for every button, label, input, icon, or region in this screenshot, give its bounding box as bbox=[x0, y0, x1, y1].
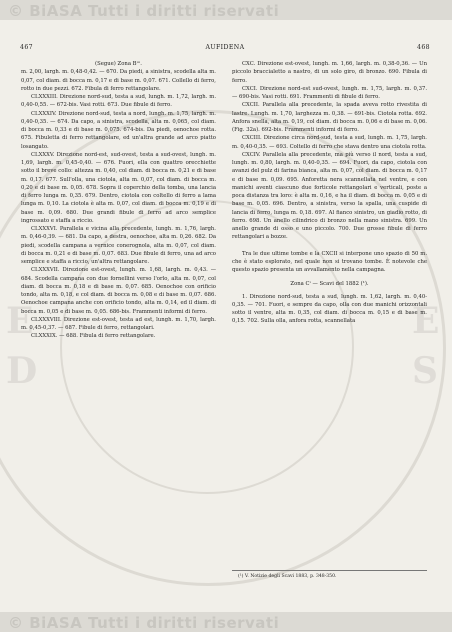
paragraph: m. 2,00, largh. m. 0,48-0,42. — 670. Da piedi, a sinistra, scodella alta m. 0,07, col diam. di bocca m. 0,17 e di base m. 0,07. 671. Collello di ferro, rotto in due pezzi. 672. Fibula di ferro rettangolare. bbox=[21, 69, 216, 92]
paragraph: 1. Direzione nord-sud, testa a sud, lungh. m. 1,62, largh. m. 0,40-0,35. — 701. Fuori, e sempre da capo, olla con due manichi orizzontali sotto il ventre, alta m. 0,35, col diam. di bocca m. 0,15 e di base m. 0,15. 702. Sulla olla, anfora rotta, scannellata bbox=[232, 293, 427, 325]
paragraph: CXCIV. Parallela alla precedente, ma più verso il nord, testa a sud, lungh. m. 0,80, largh. m. 0,40-0,35. — 694. Fuori, da capo, ciotola con avanzi del pulz di farina bianca, alta m. 0,07, col diam. di bocca m. 0,17 e di base m. 0,09. 695. Anforetta nera scannellata nel ventre, e con manichi aventi ciascuno due forticole rettangolari e verticali, poste a poca distanza tra loro: è alta m. 0,16, e ha il diam. di bocca m. 0,05 e di base m. 0,05. 696. Dentro, a sinistra, verso la spalla, una cuspide di lancia di ferro, lunga m. 0,18. 697. Al fianco sinistro, un giadio rotto, di ferro. 698. Un anello cilindrico di bronzo nella mano sinistra. 699. Un anello grande di osso e uno piccolo. 700. Due grosse fibule di ferro rettangolari a bozze. bbox=[232, 151, 427, 241]
watermark-band-top bbox=[0, 0, 452, 20]
paragraph: CXCI. Direzione nord-est sud-ovest, lungh. m. 1,75, largh. m. 0,37. — 690-bis. Vasi rotti. 691. Frammenti di fibule di ferro. bbox=[232, 85, 427, 100]
paragraph: CLXXXVIII. Direzione est-ovest, testa ad est, lungh. m. 1,70, largh. m. 0,45-0,37. — 687. Fibule di ferro, rettangolari. bbox=[21, 316, 216, 331]
page-number-right: 468 bbox=[416, 44, 430, 51]
watermark-text-top: © BiASA Tutti i diritti riservati bbox=[8, 2, 280, 20]
paragraph: CLXXXIX. — 688. Fibula di ferro rettangolare. bbox=[31, 333, 156, 340]
paragraph: CXC. Direzione est-ovest, lungh. m. 1,66, largh. m. 0,38-0,36. — Un piccolo braccialetto a nastro, di un solo giro, di bronzo. 690. Fibula di ferro. bbox=[232, 61, 427, 84]
paragraph: CLXXXIII. Direzione nord-sud, testa a sud, lungh. m. 1,72, largh. m. 0,40-0,55. — 672-bis. Vasi rotti. 673. Due fibule di ferro. bbox=[21, 94, 216, 109]
seal-letter: E bbox=[6, 300, 34, 342]
footnote-text: (¹) V. Notizie degli Scavi 1883, p. 348-350. bbox=[238, 574, 337, 579]
running-title: AUFIDENA bbox=[205, 44, 245, 51]
paragraph: CXCIII. Direzione circa nord-sud, testa a sud, lungh. m. 1,75, largh. m. 0,40-0,35. — 693. Coltello di ferro che stava dentro una ciotola rotta. bbox=[232, 135, 427, 150]
left-text-column bbox=[21, 60, 216, 341]
paragraph: Zona Cᶦ — Scavi del 1882 (¹). bbox=[290, 281, 369, 288]
seal-letter: E bbox=[412, 300, 440, 342]
paragraph: Tra le due ultime tombe e la CXCII si interpone uno spazio di 50 m. che è stato esplorato, nel quale non si trovano tombe. È notevole che questo spazio presenta un avvallamento nella campagna. bbox=[232, 250, 427, 273]
seal-letter: D bbox=[6, 350, 38, 392]
page-number-left: 467 bbox=[20, 44, 34, 51]
running-head bbox=[20, 44, 430, 54]
paragraph: (Segue) Zona Bᶦᶦᶦ. bbox=[95, 61, 142, 67]
paragraph: CLXXXVI. Parallela e vicina alla precedente, lungh. m. 1,76, largh. m. 0,46-0,39. — 681. Da capo, a destra, oenochoe, alta m. 0,26. 682. Da piedi, scodella campana a vernice conerognola, alta m. 0,07, col diam. di bocca m. 0,21 e di base m. 0,07. 683. Due fibule di ferro, una ad arco semplice e staffa a riccio, un'altra rettangolare. bbox=[21, 226, 216, 265]
paragraph: CLXXXIV. Direzione nord-sud, testa a nord, lungh. m. 1,75, largh. m. 0,40-0,35. — 674. Da capo, a sinistra, scodella, alta m. 0,065, col diam. di bocca m. 0,33 e di base m. 0,075. 674-bis. Da piedi, oenochoe rotta. 675. Fibuletta di ferro rettangolare, ed un'altra grande ad arco piatto losangato. bbox=[21, 110, 216, 150]
watermark-text-bottom: © BiASA Tutti i diritti riservati bbox=[8, 614, 280, 632]
paragraph: CLXXXVII. Direzione est-ovest, lungh. m. 1,68, largh. m. 0,43. — 684. Scodella campana con due fornellini verso l'orlo, alta m. 0,07, col diam. di bocca m. 0,18 e di base m. 0,07. 685. Oenochoe con orificio tondo, alta m. 0,18, e col diam. di bocca m. 0,08 e di base m. 0,07. 686. Oenochoe campana anche con orificio tondo, alta m. 0,14, ed il diam. di bocca m. 0,05 e di base m. 0,05. 686-bis. Frammenti informi di ferro. bbox=[21, 267, 216, 315]
seal-letter: S bbox=[412, 350, 438, 392]
right-text-column bbox=[232, 60, 427, 326]
watermark-band-bottom bbox=[0, 612, 452, 632]
footnote bbox=[232, 570, 427, 580]
paragraph: CXCII. Parallela alla precedente, la spada aveva rotto rivestita di lastre. Lungh. m. 1,70, larghezza m. 0,38. — 691-bis. Ciotola rotta. 692. Anfora snella, alta m. 0,19, col diam. di bocca m. 0,06 e di base m. 0,06. (Fig. 32a). 692-bis. Frammenti informi di ferro. bbox=[232, 102, 427, 133]
paragraph: CLXXXV. Direzione nord-est, sud-ovest, testa a sud-ovest, lungh. m. 1,69, largh. m. 0,45-0,40. — 676. Fuori, ella con quattro orecchiette sotto il breve collo: altezza m. 0,40, col diam. di bocca m. 0,21 e di base m. 0,17. 677. Sull'olla, una ciotola, alta m. 0,07, col diam. di bocca m. 0,20 e di base m. 0,05. 678. Sopra il coperchio della tomba, una lancia di ferro lunga m. 0,35. 679. Dentro, ciotola con coltello di ferro a lama lunga m. 0,10. La ciotola è alta m. 0,07, col diam. di bocca m. 0,19 e di base m. 0,09. 680. Due grandi fibule di ferro ad arco semplice ingrossato e staffa a riccio. bbox=[21, 151, 216, 224]
